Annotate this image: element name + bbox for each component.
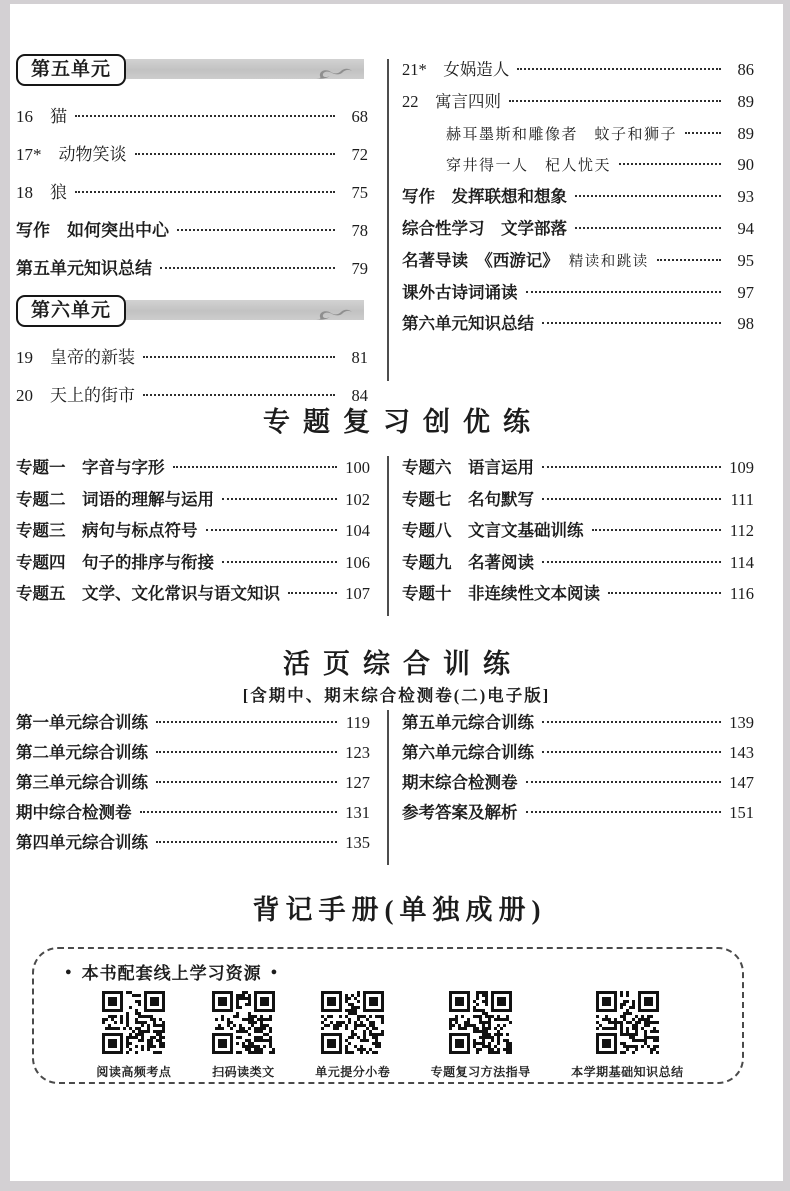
toc-item-text: 第六单元知识总结 [402, 314, 534, 334]
section-title-loose-leaf: 活页综合训练 [283, 649, 523, 679]
toc-item-text: 专题五 文学、文化常识与语文知识 [16, 584, 280, 604]
column-divider-loose [387, 710, 389, 865]
toc-item [16, 768, 370, 798]
dot-leader [542, 721, 721, 723]
toc-item-page: 143 [729, 743, 754, 762]
toc-item-page: 84 [351, 386, 368, 405]
toc-item-text: 16 猫 [16, 107, 67, 126]
qr-resource-item [212, 991, 275, 1080]
toc-item [402, 181, 754, 213]
toc-item-page: 75 [351, 183, 368, 202]
qr-code-icon [596, 991, 659, 1059]
toc-item [402, 708, 754, 738]
toc-item-page: 111 [730, 489, 754, 509]
toc-item-page: 93 [737, 187, 754, 207]
toc-item [16, 738, 370, 768]
dot-leader [143, 394, 335, 396]
toc-item-page: 78 [351, 221, 368, 240]
toc-item-text: 专题十 非连续性文本阅读 [402, 584, 600, 604]
bullet-icon: ● [270, 965, 279, 978]
toc-item-text: 18 狼 [16, 183, 67, 202]
toc-item-text: 第六单元综合训练 [402, 743, 534, 762]
toc-item-text: 期末综合检测卷 [402, 773, 518, 792]
toc-item [16, 136, 368, 174]
toc-item-text: 第一单元综合训练 [16, 713, 148, 732]
toc-item [402, 245, 754, 277]
qr-code-icon [321, 991, 384, 1059]
dot-leader [526, 291, 722, 293]
toc-item-page: 89 [737, 123, 754, 143]
toc-item-page: 127 [345, 773, 370, 792]
wave-icon [312, 66, 354, 82]
toc-item [402, 452, 754, 484]
toc-item-page: 107 [345, 584, 370, 604]
toc-item-text: 穿井得一人 杞人忧天 [446, 158, 612, 175]
dot-leader [542, 466, 721, 468]
toc-item-text: 专题九 名著阅读 [402, 552, 534, 572]
dot-leader [156, 721, 337, 723]
unit5-banner [16, 54, 368, 86]
toc-item-text: 专题七 名句默写 [402, 489, 534, 509]
toc-item-text: 写作 发挥联想和想象 [402, 187, 567, 207]
toc-item [402, 738, 754, 768]
dot-leader [156, 781, 337, 783]
toc-item-page: 79 [351, 259, 368, 278]
toc-item-text: 赫耳墨斯和雕像者 蚊子和狮子 [446, 126, 678, 143]
toc-item-page: 135 [345, 833, 370, 852]
toc-item [402, 578, 754, 610]
qr-resource-item [571, 991, 684, 1080]
dot-leader [173, 466, 338, 468]
section-title-booklet: 背记手册(单独成册) [252, 895, 547, 925]
toc-item [402, 768, 754, 798]
toc-item-page: 106 [345, 552, 370, 572]
dot-leader [685, 132, 721, 134]
toc-item-text: 17* 动物笑谈 [16, 145, 127, 164]
dot-leader [288, 592, 337, 594]
toc-item-page: 95 [737, 250, 754, 270]
toc-item [16, 98, 368, 136]
toc-item-text: 21* 女娲造人 [402, 60, 510, 79]
dot-leader [509, 100, 721, 102]
dot-leader [143, 356, 335, 358]
toc-item-page: 116 [729, 584, 754, 604]
toc-item [402, 277, 754, 309]
toc-item-text: 综合性学习 文学部落 [402, 218, 567, 238]
toc-item-page: 100 [345, 458, 370, 477]
dot-leader [542, 322, 721, 324]
toc-item-page: 119 [345, 713, 370, 732]
section-title-special-review: 专题复习创优练 [263, 407, 543, 437]
toc-item-page: 139 [729, 713, 754, 732]
wave-icon [312, 307, 354, 323]
dot-leader [206, 529, 338, 531]
toc-item-page: 104 [345, 521, 370, 541]
toc-item-text: 参考答案及解析 [402, 803, 518, 822]
toc-item [16, 578, 370, 610]
toc-item [402, 54, 754, 86]
qr-label: 本学期基础知识总结 [571, 1065, 684, 1079]
qr-resource-item [96, 991, 171, 1080]
toc-item-text: 期中综合检测卷 [16, 803, 132, 822]
dot-leader [542, 498, 721, 500]
unit5-item-list [16, 98, 368, 288]
toc-item [402, 798, 754, 828]
bullet-icon: ● [65, 965, 73, 978]
unit5-banner-label: 第五单元 [16, 54, 126, 86]
column-divider-special [387, 456, 389, 616]
resources-header-text: 本书配套线上学习资源 [81, 964, 262, 983]
toc-item [16, 515, 370, 547]
dot-leader [177, 229, 335, 231]
dot-leader [526, 811, 722, 813]
loose-left-item-list [16, 708, 370, 858]
dot-leader [156, 841, 337, 843]
dot-leader [526, 781, 722, 783]
qr-resource-item [315, 991, 390, 1080]
toc-item-text: 专题二 词语的理解与运用 [16, 489, 214, 509]
toc-item-text: 第三单元综合训练 [16, 773, 148, 792]
resources-header [56, 959, 724, 984]
toc-item-text: 第五单元综合训练 [402, 713, 534, 732]
dot-leader [575, 195, 721, 197]
toc-item [16, 339, 368, 377]
toc-item-text: 专题四 句子的排序与衔接 [16, 552, 214, 572]
toc-item-page: 123 [345, 743, 370, 762]
dot-leader [575, 227, 721, 229]
toc-item-page: 94 [737, 218, 754, 238]
toc-item [16, 174, 368, 212]
toc-item-page: 112 [729, 521, 754, 541]
dot-leader [619, 163, 721, 165]
toc-item-page: 90 [737, 155, 754, 175]
qr-code-row [56, 991, 724, 1080]
toc-item-text: 19 皇帝的新装 [16, 348, 135, 367]
toc-item [402, 484, 754, 516]
toc-item-text: 专题三 病句与标点符号 [16, 521, 198, 541]
dot-leader [140, 811, 338, 813]
toc-item-page: 147 [729, 773, 754, 792]
toc-item-page: 109 [729, 458, 754, 477]
toc-item [16, 547, 370, 579]
qr-label: 扫码读类文 [212, 1065, 275, 1079]
section-subtitle-loose-leaf: [含期中、期末综合检测卷(二)电子版] [242, 686, 551, 705]
toc-item-text: 专题八 文言文基础训练 [402, 521, 584, 541]
toc-item-page: 68 [351, 107, 368, 126]
dot-leader [75, 115, 335, 117]
dot-leader [75, 191, 335, 193]
toc-item-text: 名著导读 《西游记》 [402, 250, 559, 270]
toc-subitem [402, 118, 754, 150]
toc-item-page: 151 [729, 803, 754, 822]
toc-item-page: 131 [345, 803, 370, 822]
toc-item-text: 第二单元综合训练 [16, 743, 148, 762]
toc-item-text: 22 寓言四则 [402, 91, 501, 111]
qr-label: 专题复习方法指导 [430, 1065, 531, 1079]
toc-item [16, 828, 370, 858]
toc-item [16, 250, 368, 288]
dot-leader [542, 561, 721, 563]
book-page [10, 4, 783, 1181]
qr-code-icon [102, 991, 165, 1059]
toc-item-page: 114 [729, 552, 754, 572]
dot-leader [542, 751, 721, 753]
toc-item-text: 第四单元综合训练 [16, 833, 148, 852]
toc-item-note: 精读和跳读 [568, 253, 649, 270]
toc-item [16, 798, 370, 828]
toc-item-text: 专题一 字音与字形 [16, 458, 165, 477]
toc-item-text: 专题六 语言运用 [402, 458, 534, 477]
dot-leader [592, 529, 722, 531]
toc-item [16, 484, 370, 516]
special-left-item-list [16, 452, 370, 610]
toc-item-text: 第五单元知识总结 [16, 259, 152, 278]
qr-code-icon [212, 991, 275, 1059]
unit6-right-item-list [402, 54, 754, 340]
toc-item [16, 452, 370, 484]
qr-label: 阅读高频考点 [96, 1065, 172, 1079]
dot-leader [135, 153, 336, 155]
toc-item-page: 97 [737, 282, 754, 302]
toc-item-page: 86 [737, 60, 754, 79]
toc-item-page: 102 [345, 489, 370, 509]
qr-code-icon [449, 991, 512, 1059]
dot-leader [160, 267, 335, 269]
column-divider-top [387, 59, 389, 381]
toc-item [402, 213, 754, 245]
toc-item-text: 写作 如何突出中心 [16, 221, 169, 240]
toc-item-text: 20 天上的街市 [16, 386, 135, 405]
toc-item [402, 86, 754, 118]
special-right-item-list [402, 452, 754, 610]
toc-item-page: 98 [737, 314, 754, 334]
loose-right-item-list [402, 708, 754, 828]
toc-item [402, 547, 754, 579]
toc-subitem [402, 149, 754, 181]
toc-item-page: 81 [351, 348, 368, 367]
dot-leader [608, 592, 721, 594]
toc-item [402, 515, 754, 547]
toc-item-page: 89 [737, 91, 754, 111]
unit6-banner-label: 第六单元 [16, 295, 126, 327]
dot-leader [657, 259, 721, 261]
dot-leader [517, 68, 721, 70]
dot-leader [156, 751, 337, 753]
qr-label: 单元提分小卷 [315, 1065, 391, 1079]
dot-leader [222, 561, 337, 563]
dot-leader [222, 498, 337, 500]
toc-item-text: 课外古诗词诵读 [402, 282, 518, 302]
unit6-banner [16, 295, 368, 327]
toc-item [16, 212, 368, 250]
toc-item-page: 72 [351, 145, 368, 164]
online-resources-box [32, 947, 744, 1084]
toc-item [16, 708, 370, 738]
toc-item [402, 308, 754, 340]
qr-resource-item [431, 991, 531, 1080]
